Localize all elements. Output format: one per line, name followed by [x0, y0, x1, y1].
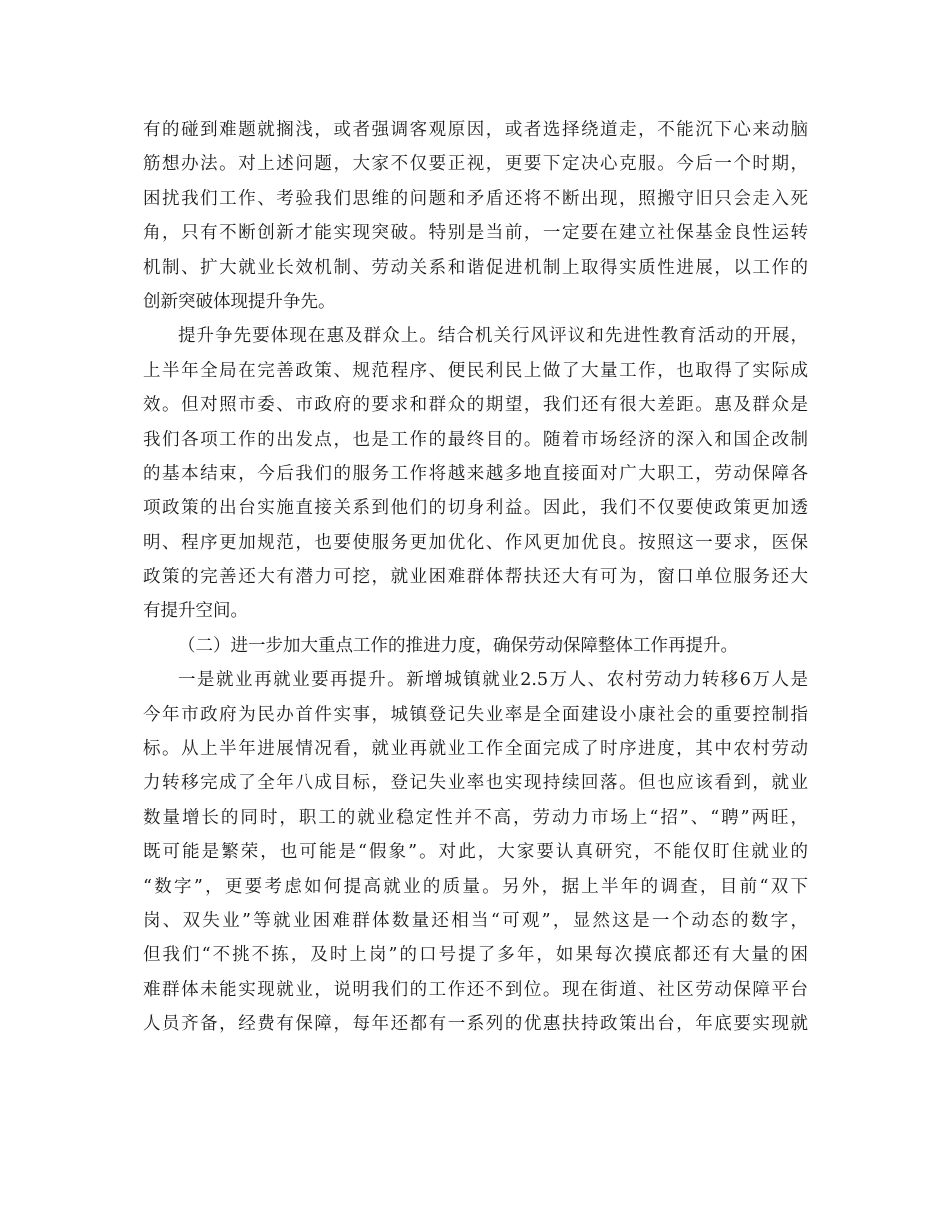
text-line: 难群体未能实现就业，说明我们的工作还不到位。现在街道、社区劳动保障平台 [143, 979, 808, 1000]
text-line: “数字”，更要考虑如何提高就业的质量。另外，据上半年的调查，目前“双下 [143, 876, 808, 897]
text-line: 项政策的出台实施直接关系到他们的切身利益。因此，我们不仅要使政策更加透 [143, 498, 808, 519]
text-line: 岗、双失业”等就业困难群体数量还相当“可观”，显然这是一个动态的数字， [143, 910, 808, 931]
text-line: 的基本结束，今后我们的服务工作将越来越多地直接面对广大职工，劳动保障各 [143, 463, 808, 484]
text-line: 提升争先要体现在惠及群众上。结合机关行风评议和先进性教育活动的开展， [178, 326, 808, 347]
text-line: 筋想办法。对上述问题，大家不仅要正视，更要下定决心克服。今后一个时期， [143, 154, 808, 175]
text-line: 角，只有不断创新才能实现突破。特别是当前，一定要在建立社保基金良性运转 [143, 223, 808, 244]
text-line: 数量增长的同时，职工的就业稳定性并不高，劳动力市场上“招”、“聘”两旺， [143, 807, 808, 828]
text-line: 效。但对照市委、市政府的要求和群众的期望，我们还有很大差距。惠及群众是 [143, 395, 808, 416]
body-text [143, 113, 808, 1042]
text-line: 标。从上半年进展情况看，就业再就业工作全面完成了时序进度，其中农村劳动 [143, 739, 808, 760]
text-line: （二）进一步加大重点工作的推进力度，确保劳动保障整体工作再提升。 [178, 635, 738, 656]
text-line: 有的碰到难题就搁浅，或者强调客观原因，或者选择绕道走，不能沉下心来动脑 [143, 120, 808, 140]
text-line: 有提升空间。 [143, 601, 248, 622]
text-line: 上半年全局在完善政策、规范程序、便民利民上做了大量工作，也取得了实际成 [143, 360, 808, 381]
text-line: 明、程序更加规范，也要使服务更加优化、作风更加优良。按照这一要求，医保 [143, 532, 808, 553]
text-line: 既可能是繁荣，也可能是“假象”。对此，大家要认真研究，不能仅盯住就业的 [143, 842, 808, 863]
text-line: 力转移完成了全年八成目标，登记失业率也实现持续回落。但也应该看到，就业 [143, 773, 808, 794]
text-line: 困扰我们工作、考验我们思维的问题和矛盾还将不断出现，照搬守旧只会走入死 [143, 188, 808, 209]
text-line: 今年市政府为民办首件实事，城镇登记失业率是全面建设小康社会的重要控制指 [143, 704, 808, 725]
text-line: 政策的完善还大有潜力可挖，就业困难群体帮扶还大有可为，窗口单位服务还大 [143, 567, 808, 588]
text-line: 人员齐备，经费有保障，每年还都有一系列的优惠扶持政策出台，年底要实现就 [143, 1014, 808, 1035]
text-line: 创新突破体现提升争先。 [143, 291, 336, 312]
text-line: 机制、扩大就业长效机制、劳动关系和谐促进机制上取得实质性进展，以工作的 [143, 257, 808, 278]
text-line: 我们各项工作的出发点，也是工作的最终目的。随着市场经济的深入和国企改制 [143, 429, 808, 450]
text-line: 一是就业再就业要再提升。新增城镇就业2.5万人、农村劳动力转移6万人是 [178, 670, 808, 691]
text-line: 但我们“不挑不拣，及时上岗”的口号提了多年，如果每次摸底都还有大量的困 [143, 945, 808, 966]
